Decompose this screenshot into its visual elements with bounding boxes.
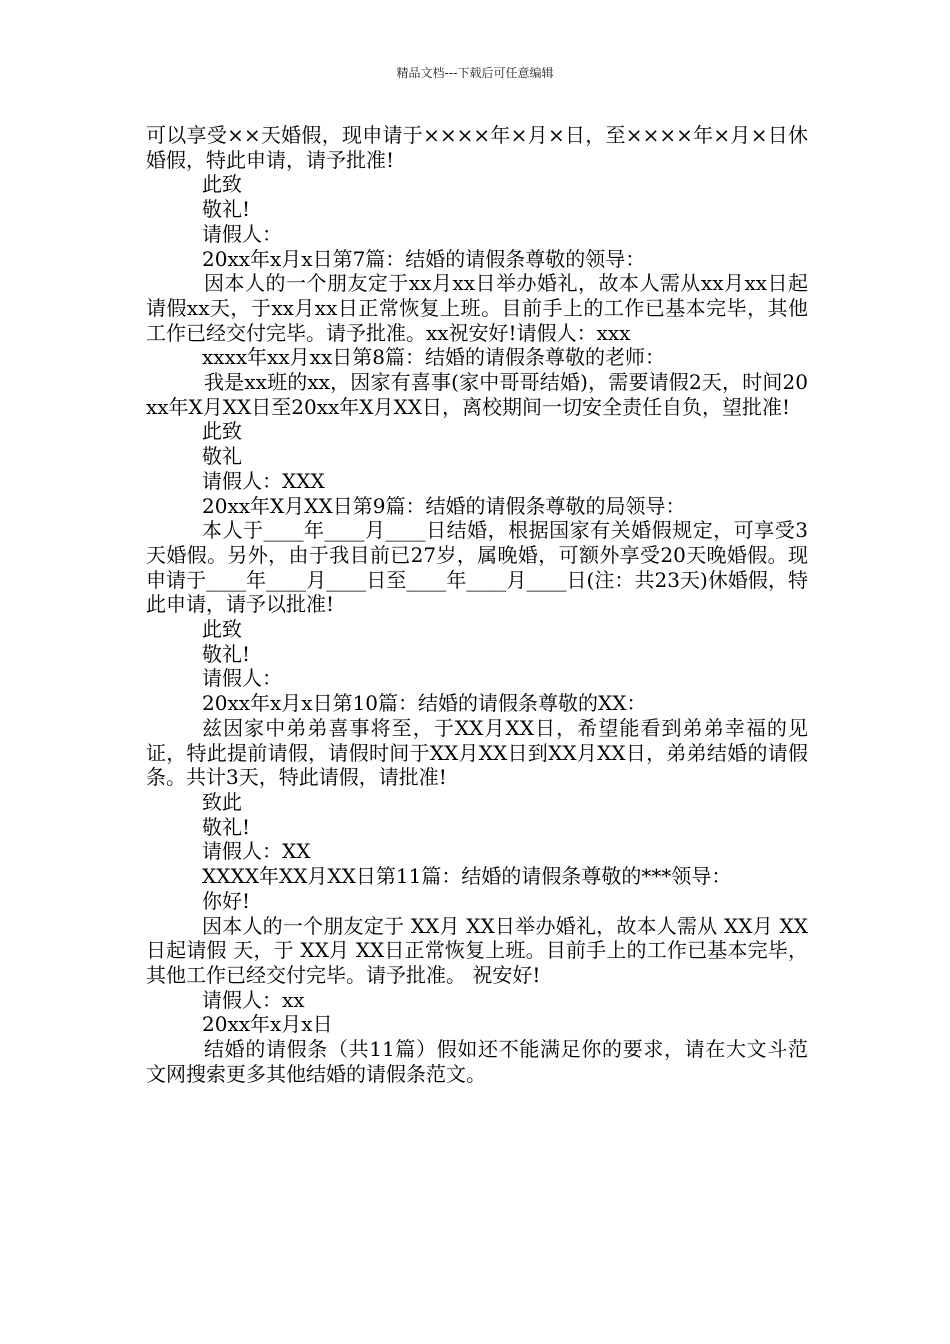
date-and-heading-7: 20xx年x月x日第7篇：结婚的请假条尊敬的领导： (202, 246, 646, 271)
paragraph-body-9: 本人于____年____月____日结婚，根据国家有关婚假规定，可享受3天婚假。另外，由于我目前已27岁，属晚婚，可额外享受20天晚婚假。现申请于____年____月____日至____年____月____日(注：共23天)休婚假，特此申请，请予以批准! (146, 518, 808, 617)
closing-cizhi: 此致 (202, 419, 242, 444)
date-line: 20xx年x月x日 (202, 1012, 333, 1037)
signature-line: 请假人： (202, 666, 282, 691)
closing-jingli: 敬礼 (202, 444, 242, 469)
paragraph-body-8: 我是xx班的xx，因家有喜事(家中哥哥结婚)，需要请假2天，时间20xx年X月XX日至20xx年X月XX日，离校期间一切安全责任自负，望批准! (146, 370, 808, 419)
closing-zhici: 致此 (202, 789, 242, 814)
paragraph-leave-request-1: 可以享受××天婚假，现申请于××××年×月×日，至××××年×月×日休婚假，特此申请，请予批准! (146, 123, 808, 172)
document-body (146, 123, 808, 1086)
closing-jingli: 敬礼! (202, 641, 251, 666)
paragraph-body-10: 兹因家中弟弟喜事将至，于XX月XX日，希望能看到弟弟幸福的见证，特此提前请假，请假时间于XX月XX日到XX月XX日，弟弟结婚的请假条。共计3天，特此请假，请批准! (146, 715, 808, 790)
date-and-heading-8: xxxx年xx月xx日第8篇：结婚的请假条尊敬的老师： (202, 345, 665, 370)
paragraph-body-11: 因本人的一个朋友定于 XX月 XX日举办婚礼，故本人需从 XX月 XX日起请假 天，于 XX月 XX日正常恢复上班。目前手上的工作已基本完毕，其他工作已经交付完毕。请予批准。 祝安好! (146, 913, 808, 987)
closing-cizhi: 此致 (202, 172, 242, 197)
date-and-heading-11: XXXX年XX月XX日第11篇：结婚的请假条尊敬的***领导： (202, 864, 732, 889)
closing-cizhi: 此致 (202, 617, 242, 642)
signature-line: 请假人： (202, 221, 282, 246)
paragraph-body-7: 因本人的一个朋友定于xx月xx日举办婚礼，故本人需从xx月xx日起请假xx天，于xx月xx日正常恢复上班。目前手上的工作已基本完毕，其他工作已经交付完毕。请予批准。xx祝安好!请假人：xxx (146, 271, 808, 345)
signature-line: 请假人：XXX (202, 468, 325, 493)
greeting: 你好! (202, 888, 251, 913)
closing-jingli: 敬礼! (202, 814, 251, 839)
closing-jingli: 敬礼! (202, 197, 251, 222)
signature-line: 请假人：XX (202, 839, 311, 864)
footer-note-paragraph: 结婚的请假条（共11篇）假如还不能满足你的要求，请在大文斗范文网搜索更多其他结婚的请假条范文。 (146, 1037, 808, 1086)
date-and-heading-9: 20xx年X月XX日第9篇：结婚的请假条尊敬的局领导： (202, 493, 686, 518)
signature-line: 请假人：xx (202, 987, 305, 1012)
page-header-note: 精品文档---下载后可任意编辑 (396, 66, 554, 80)
date-and-heading-10: 20xx年x月x日第10篇：结婚的请假条尊敬的XX： (202, 691, 647, 716)
